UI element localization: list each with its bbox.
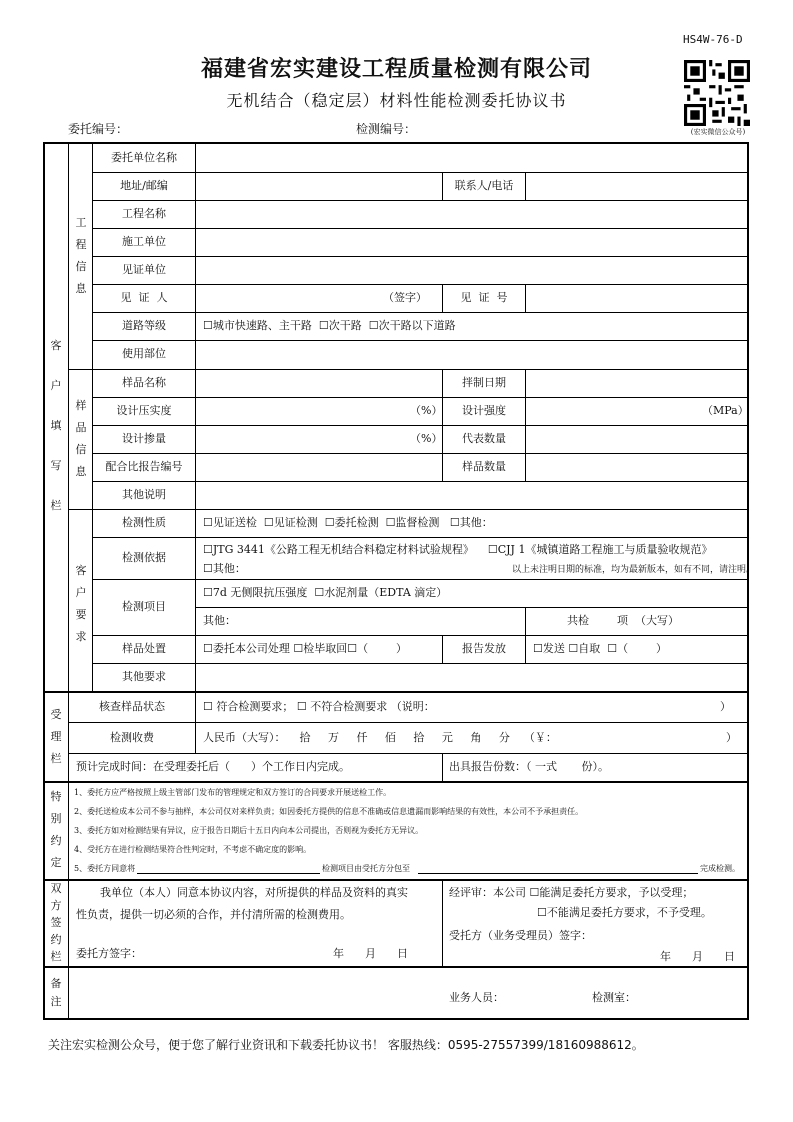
requirement-label: 客 户 要 求 (75, 564, 87, 643)
qr-caption: (宏实微信公众号) (690, 128, 746, 136)
address-label: 地址/邮编 (120, 179, 168, 192)
test-basis-label: 检测依据 (122, 551, 166, 564)
use-part-label: 使用部位 (122, 347, 166, 360)
special-item-5c: 完成检测。 (700, 864, 740, 873)
test-basis-options[interactable]: ☐JTG 3441《公路工程无机结合料稳定材料试验规程》 ☐CJJ 1《城镇道路工程施工与质量验收规范》 (203, 543, 713, 556)
percent-unit: （%） (410, 404, 443, 417)
check-state-options[interactable]: ☐ 符合检测要求； ☐ 不符合检测要求 （说明： (203, 700, 435, 713)
form-subtitle: 无机结合（稳定层）材料性能检测委托协议书 (226, 91, 567, 110)
client-sign-label: 委托方签字： (76, 947, 142, 960)
special-item-5b: 检测项目由受托方分包至 (322, 864, 410, 873)
report-send-options[interactable]: ☐发送 ☐自取 ☐（ ） (533, 642, 668, 655)
sample-quantity-label: 样品数量 (462, 460, 506, 473)
contact-label: 联系人/电话 (454, 179, 514, 192)
project-info-label: 工 程 信 息 (75, 216, 87, 295)
witness-label: 见 证 人 (120, 291, 168, 304)
test-items-options[interactable]: ☐7d 无侧限抗压强度 ☐水泥剂量（EDTA 滴定） (203, 586, 448, 599)
remark-label: 备 注 (50, 977, 62, 1008)
mix-report-label: 配合比报告编号 (105, 460, 183, 473)
form-code: HS4W-76-D (683, 33, 743, 46)
entrust-number-label: 委托编号： (68, 122, 129, 136)
design-dosage-label: 设计掺量 (122, 432, 166, 445)
accepter-sign-date: 年 月 日 (660, 950, 735, 963)
other-requirement-label: 其他要求 (122, 670, 166, 683)
acceptance-label: 受 理 栏 (50, 708, 62, 765)
basis-note: 以上未注明日期的标准，均为最新版本，如有不同，请注明。 (512, 565, 756, 575)
sample-name-label: 样品名称 (122, 376, 166, 389)
sample-disposal-options[interactable]: ☐委托本公司处理 ☐检毕取回☐（ ） (203, 642, 408, 655)
project-name-label: 工程名称 (122, 207, 166, 220)
test-items-other[interactable]: 其他： (203, 614, 236, 627)
test-number-label: 检测编号： (356, 122, 417, 136)
review-reject[interactable]: ☐不能满足委托方要求，不予受理。 (537, 906, 712, 919)
sample-info-label: 样 品 信 息 (75, 399, 87, 478)
special-item-1: 1、委托方应严格按照上级主管部门发布的管理规定和双方签订的合同要求开展送检工作。 (74, 788, 392, 797)
lab-label: 检测室： (592, 991, 636, 1004)
other-note-label: 其他说明 (122, 488, 166, 501)
special-item-2: 2、委托送检成本公司不参与抽样，本公司仅对来样负责；如因委托方提供的信息不准确或信息遗漏而影响结果的有效性，本公司不予承担责任。 (74, 807, 584, 816)
special-agreement-label: 特 别 约 定 (50, 790, 62, 869)
mpa-unit: （MPa） (702, 404, 749, 417)
client-name-label: 委托单位名称 (111, 151, 177, 164)
report-copies: 出具报告份数：（ 一式 份）。 (449, 760, 609, 773)
footer-note: 关注宏实检测公众号，便于您了解行业资讯和下载委托协议书！ 客服热线：0595-27557399/18160988612。 (48, 1038, 644, 1052)
total-items: 共检 项 （大写） (567, 614, 679, 627)
road-grade-label: 道路等级 (122, 319, 166, 332)
construction-unit-label: 施工单位 (122, 235, 166, 248)
test-items-label: 检测项目 (122, 600, 166, 613)
test-basis-other[interactable]: ☐其他： (203, 562, 246, 575)
close-paren: ） (720, 700, 731, 713)
accepter-sign-label: 受托方（业务受理员）签字： (449, 929, 592, 942)
close-paren-2: ） (726, 731, 737, 744)
sign-label: 双 方 签 约 栏 (50, 882, 62, 963)
special-item-4: 4、受托方在进行检测结果符合性判定时，不考虑不确定度的影响。 (74, 845, 312, 854)
special-item-5a: 5、委托方同意将 (74, 864, 136, 873)
test-nature-label: 检测性质 (122, 516, 166, 529)
review-accept[interactable]: 经评审：本公司 ☐能满足委托方要求，予以受理； (449, 886, 694, 899)
client-sign-date: 年 月 日 (333, 947, 408, 960)
complete-time: 预计完成时间：在受理委托后（ ）个工作日内完成。 (76, 760, 350, 773)
percent-unit-2: （%） (410, 432, 443, 445)
company-title: 福建省宏实建设工程质量检测有限公司 (200, 57, 592, 82)
client-agreement-line1: 我单位（本人）同意本协议内容，对所提供的样品及资料的真实 (100, 886, 408, 899)
road-grade-options[interactable]: ☐城市快速路、主干路 ☐次干路 ☐次干路以下道路 (203, 319, 456, 332)
witness-number-label: 见 证 号 (460, 291, 508, 304)
test-nature-options[interactable]: ☐见证送检 ☐见证检测 ☐委托检测 ☐监督检测 ☐其他： (203, 516, 493, 529)
mix-date-label: 拌制日期 (462, 376, 506, 389)
design-compaction-label: 设计压实度 (116, 404, 172, 417)
qr-code-icon (684, 60, 750, 126)
sample-disposal-label: 样品处置 (122, 642, 166, 655)
design-strength-label: 设计强度 (462, 404, 506, 417)
customer-section-label: 客 户 填 写 栏 (50, 339, 62, 512)
client-agreement-line2: 性负责，提供一切必须的合作，并付清所需的检测费用。 (76, 908, 351, 921)
report-send-label: 报告发放 (462, 642, 506, 655)
witness-unit-label: 见证单位 (122, 263, 166, 276)
staff-label: 业务人员： (449, 991, 504, 1004)
signature-note: （签字） (383, 291, 427, 304)
fee-text: 人民币（大写）： 拾 万 仟 佰 拾 元 角 分 （￥： (203, 731, 557, 744)
special-item-3: 3、委托方如对检测结果有异议，应于报告日期后十五日内向本公司提出，否则视为委托方无异议。 (74, 826, 424, 835)
fee-label: 检测收费 (110, 731, 154, 744)
check-state-label: 核查样品状态 (99, 700, 165, 713)
rep-quantity-label: 代表数量 (462, 432, 506, 445)
